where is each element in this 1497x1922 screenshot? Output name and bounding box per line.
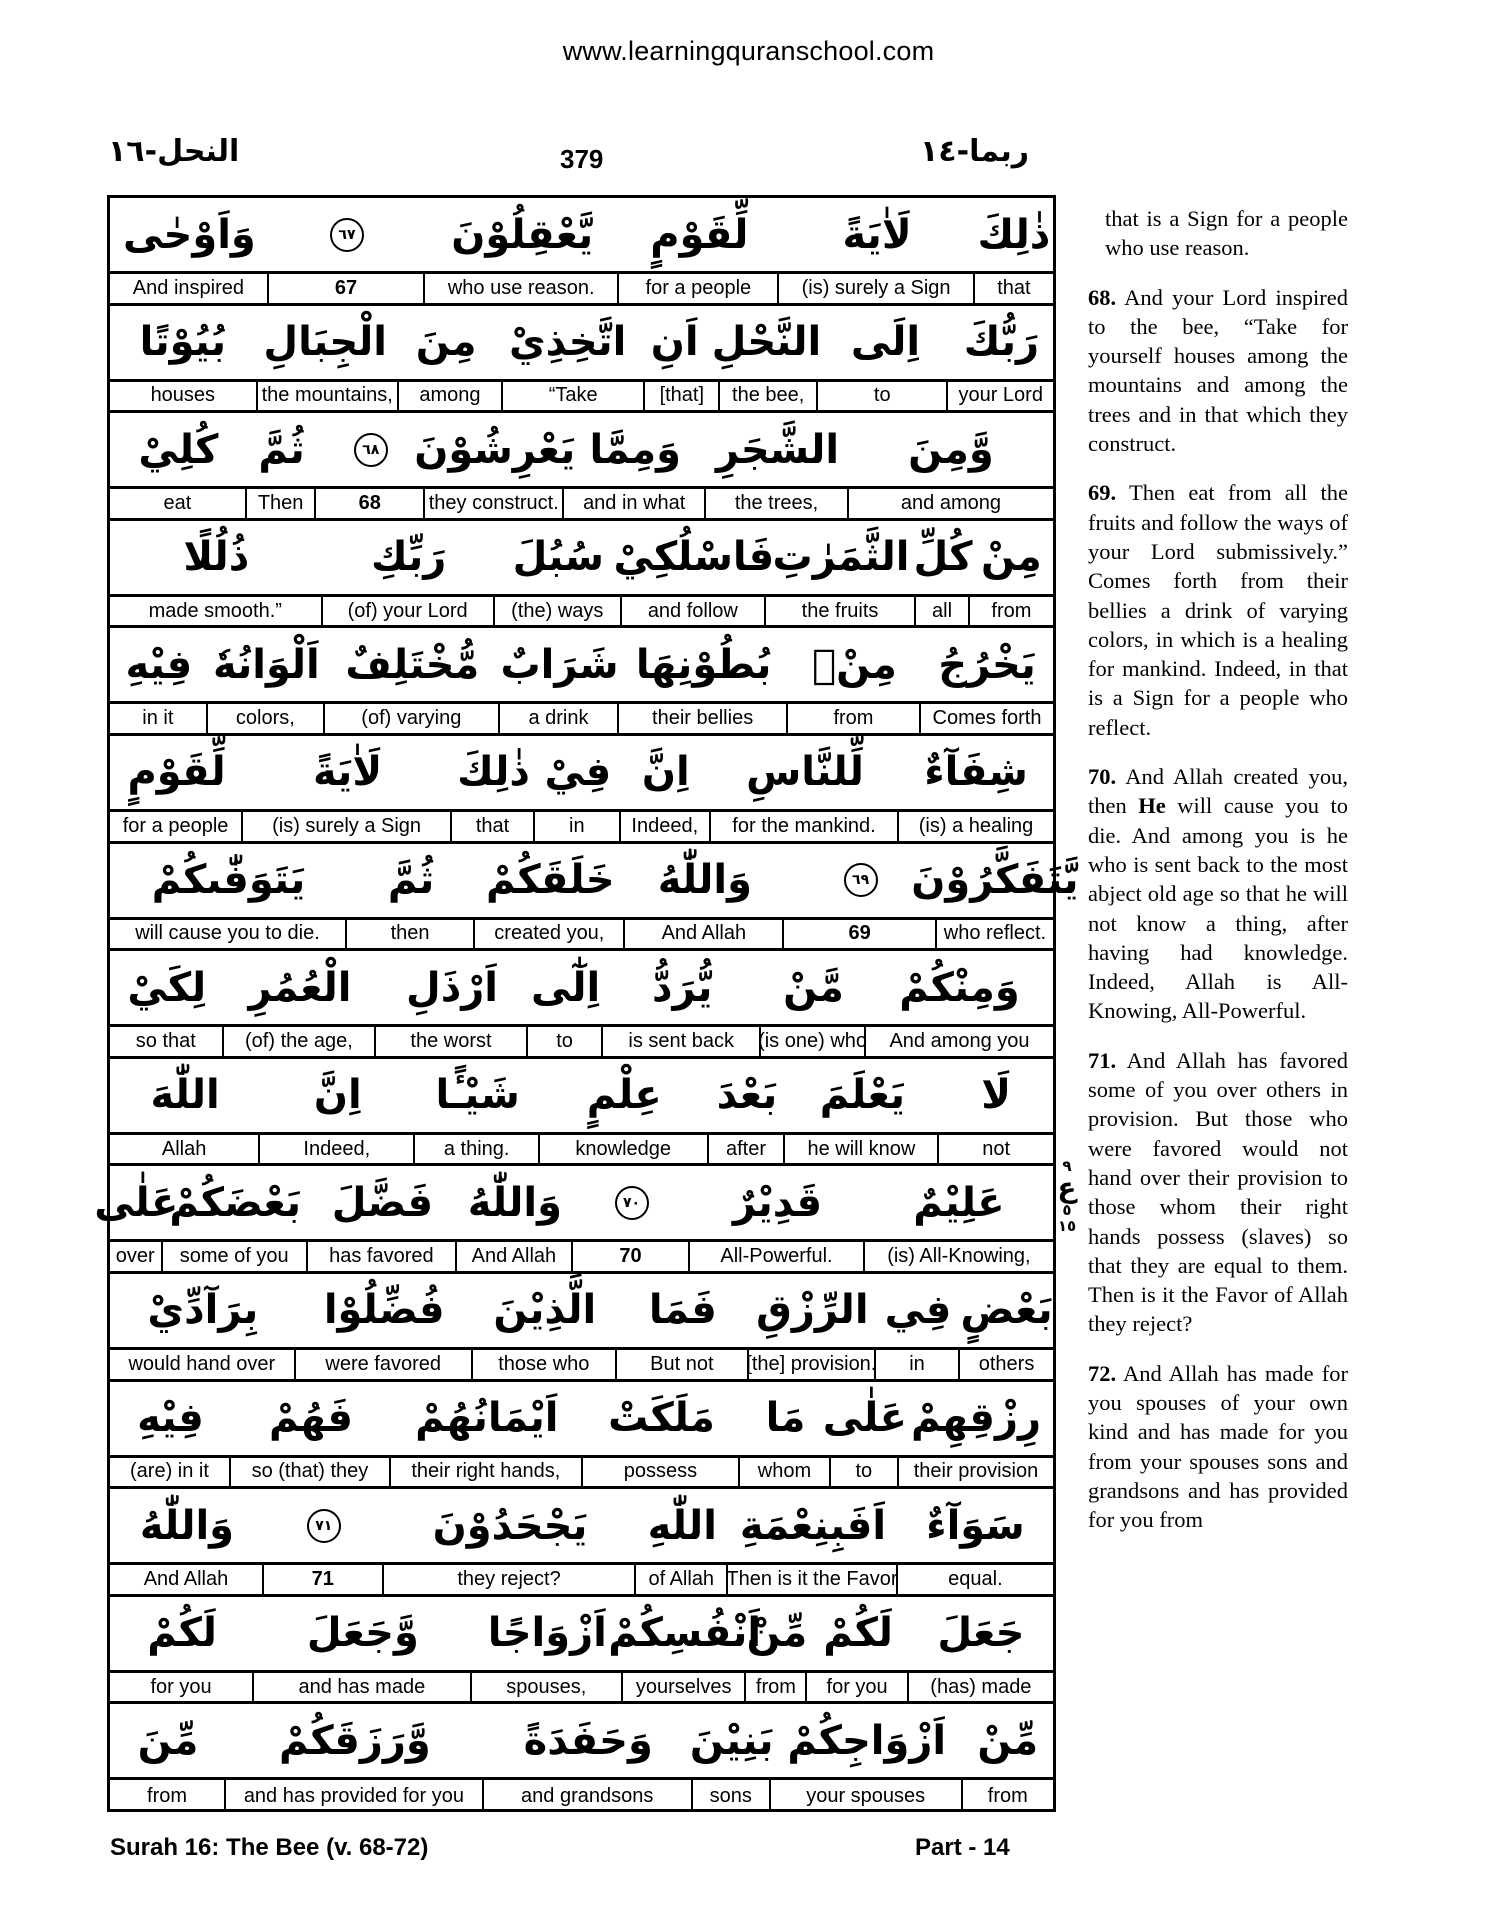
arabic-word: فَضَّلَ [331, 1179, 434, 1226]
arabic-word: شَيْـًٔا [435, 1072, 520, 1119]
arabic-word: اِنَّ [313, 1072, 362, 1119]
gloss-word: not [982, 1137, 1011, 1160]
arabic-word: اَنْفُسِكُمْ [608, 1610, 762, 1657]
verse-line [110, 1274, 1053, 1382]
arabic-word: عَلِيْمٌ [913, 1179, 1005, 1226]
gloss-word: yourselves [623, 1673, 746, 1702]
gloss-word: their right hands, [391, 1458, 583, 1487]
gloss-word: (is) surely a Sign [779, 274, 974, 303]
gloss-word: who use reason. [425, 274, 619, 303]
arabic-word: الْجِبَالِ [263, 319, 387, 366]
arabic-word: اَرْذَلِ [406, 964, 498, 1011]
gloss-word: for a people [110, 812, 243, 841]
verse-number: 68. [1088, 284, 1117, 310]
gloss-word: And inspired [110, 274, 269, 303]
arabic-word: يُّرَدُّ [652, 964, 713, 1011]
arabic-word: مَلَكَتْ [608, 1395, 715, 1442]
gloss-word: Allah [110, 1135, 260, 1164]
arabic-row [110, 1382, 1053, 1458]
gloss-word: some of you [163, 1242, 308, 1271]
gloss-word: (is) All-Knowing, [887, 1245, 1031, 1268]
arabic-row [110, 951, 1053, 1027]
gloss-word: the bee, [720, 382, 818, 411]
arabic-word: كُلِّ [913, 534, 973, 581]
arabic-word: وَحَفَدَةً [523, 1717, 653, 1764]
gloss-word: to [818, 382, 948, 411]
verse-line [110, 198, 1053, 306]
gloss-word: then [347, 920, 475, 949]
gloss-word: the mountains, [258, 382, 399, 411]
arabic-row [110, 306, 1053, 382]
arabic-word: لَكُمْ [823, 1610, 893, 1657]
arabic-word: رِزْقِهِمْ [910, 1395, 1042, 1442]
gloss-word: a drink [500, 704, 620, 733]
gloss-word: Comes forth [932, 707, 1042, 730]
gloss-word: Then is it the Favor [728, 1565, 898, 1594]
gloss-word: possess [583, 1458, 741, 1487]
ayah-number-circle-icon: ٦٨ [354, 433, 388, 467]
ayah-number-circle-icon: ٦٧ [330, 218, 364, 252]
arabic-word: مِنْ [981, 534, 1042, 581]
gloss-row [110, 1242, 1053, 1274]
arabic-word: مِّنَ [137, 1717, 199, 1764]
arabic-word: يَّعْقِلُوْنَ [451, 211, 594, 258]
gloss-row [110, 1780, 1053, 1812]
arabic-word: لَا [981, 1072, 1012, 1119]
gloss-word: has favored [308, 1242, 457, 1271]
gloss-word: “Take [503, 382, 645, 411]
verse-number: 69. [1088, 480, 1117, 506]
gloss-word: for the mankind. [711, 812, 899, 841]
arabic-word: بَنِيْنَ [689, 1717, 774, 1764]
arabic-word: لِّقَوْمٍ [650, 211, 749, 258]
verse-number-gloss: 71 [264, 1565, 384, 1594]
arabic-word: الرِّزْقِ [756, 1287, 869, 1334]
arabic-word: الثَّمَرٰتِ [772, 534, 910, 581]
verse-number-gloss: 67 [269, 274, 425, 303]
verse-line [110, 1489, 1053, 1597]
gloss-word: from [987, 1784, 1028, 1807]
verse-line [110, 1382, 1053, 1490]
gloss-word: made smooth.” [110, 597, 323, 626]
gloss-word: from [110, 1780, 226, 1812]
verse-number: 72. [1088, 1360, 1117, 1386]
gloss-word: (is) a healing [918, 814, 1034, 837]
arabic-word: بَعْدَ [716, 1072, 778, 1119]
gloss-word: in [535, 812, 621, 841]
verse-line [110, 413, 1053, 521]
gloss-word: for a people [619, 274, 779, 303]
gloss-row [110, 812, 1053, 844]
arabic-word: وَّرَزَقَكُمْ [279, 1717, 431, 1764]
arabic-word: عَلٰى [94, 1179, 179, 1226]
gloss-word: from [788, 704, 921, 733]
gloss-word: all [916, 597, 970, 626]
ayah-end-marker [316, 413, 425, 486]
gloss-word: of Allah [636, 1565, 728, 1594]
gloss-word: others [978, 1352, 1035, 1375]
gloss-word: in [876, 1350, 960, 1379]
gloss-word: for you [110, 1673, 254, 1702]
verse-line [110, 844, 1079, 952]
gloss-word: And among you [889, 1029, 1030, 1052]
gloss-row [110, 1458, 1053, 1490]
arabic-word: قَدِيْرٌ [732, 1179, 823, 1226]
arabic-word: اِنَّ [641, 749, 690, 796]
arabic-row [110, 1274, 1053, 1350]
arabic-word: الْعُمُرِ [248, 964, 352, 1011]
arabic-row [110, 1489, 1053, 1565]
arabic-word: وَمِمَّا [589, 426, 681, 473]
arabic-word: مِّنْ [977, 1717, 1039, 1764]
gloss-word: Then [247, 489, 317, 518]
verse-line [110, 951, 1053, 1059]
arabic-word: بَعْضَكُمْ [169, 1179, 302, 1226]
translation-verse-70 [1088, 762, 1348, 1026]
verse-text: will cause you to die. And among you is he who is sent back to the most abject old age so that he will not know a thing, after having had knowledge. Indeed, Allah is All-Knowing, All-Powerful. [1088, 793, 1349, 1024]
gloss-word: spouses, [472, 1673, 623, 1702]
arabic-word: اَلْوَانُهٗ [212, 641, 320, 688]
arabic-row [110, 413, 1053, 489]
arabic-word: خَلَقَكُمْ [486, 857, 615, 904]
gloss-word: to [528, 1027, 604, 1056]
arabic-row [110, 1704, 1053, 1780]
gloss-word: they construct. [425, 489, 564, 518]
arabic-word: وَمِنْكُمْ [899, 964, 1020, 1011]
arabic-row [94, 1166, 1053, 1242]
gloss-word: to [831, 1458, 899, 1487]
gloss-row [110, 920, 1053, 952]
arabic-word: سُبُلَ [512, 534, 604, 581]
gloss-word: were favored [296, 1350, 473, 1379]
gloss-word: (are) in it [110, 1458, 231, 1487]
arabic-word: مِّنْ [746, 1610, 808, 1657]
arabic-word: فُضِّلُوْا [323, 1287, 445, 1334]
gloss-word: their provision [913, 1460, 1039, 1483]
gloss-word: colors, [208, 704, 325, 733]
arabic-row [110, 198, 1053, 274]
arabic-word: لِكَيْ [127, 964, 207, 1011]
verse-line [110, 628, 1053, 736]
gloss-word: and has made [254, 1673, 471, 1702]
gloss-word: (of) the age, [224, 1027, 377, 1056]
arabic-word: فَاسْلُكِيْ [613, 534, 775, 581]
arabic-word: بِرَآدِّيْ [147, 1287, 259, 1334]
arabic-word: بُيُوْتًا [139, 319, 227, 366]
gloss-word: a thing. [415, 1135, 540, 1164]
arabic-word: يَّتَفَكَّرُوْنَ [911, 857, 1079, 904]
gloss-word: equal. [948, 1567, 1003, 1590]
arabic-word: اَنِ [650, 319, 699, 366]
verse-text: Then eat from all the fruits and follow the ways of your Lord submissively.” Comes forth from their bellies a drink of varying colors, in which is a healing for mankind. Indeed, in that is a Sign for a people who reflect. [1088, 480, 1349, 740]
arabic-word: يَعْلَمَ [819, 1072, 906, 1119]
gloss-word: they reject? [384, 1565, 637, 1594]
verse-line [110, 1704, 1053, 1812]
arabic-word: اللّٰهَ [150, 1072, 220, 1119]
verse-number-gloss: 69 [784, 920, 937, 949]
ayah-end-marker [573, 1166, 690, 1239]
gloss-word: (the) ways [495, 597, 622, 626]
arabic-word: شَرَابٌ [500, 641, 619, 688]
gloss-word: in it [110, 704, 208, 733]
arabic-word: لِّلنَّاسِ [746, 749, 864, 796]
arabic-word: لَاٰيَةً [842, 211, 912, 258]
gloss-row [110, 1135, 1053, 1167]
translation-column [1088, 204, 1348, 1554]
arabic-word: فَهُمْ [268, 1395, 353, 1442]
gloss-word: the trees, [706, 489, 849, 518]
translation-verse-72 [1088, 1359, 1348, 1535]
arabic-word: وَاللّٰهُ [657, 857, 752, 904]
ayah-end-marker [269, 198, 425, 271]
gloss-word: And Allah [625, 920, 784, 949]
gloss-word: whom [740, 1458, 830, 1487]
verse-number: 70. [1088, 764, 1117, 790]
ruku-number-middle: ٥ [1062, 1201, 1072, 1219]
ruku-number-top: ٩ [1062, 1157, 1072, 1175]
arabic-word: بُطُوْنِهَا [635, 641, 772, 688]
site-url: www.learningquranschool.com [562, 36, 935, 66]
translation-continuation: that is a Sign for a people who use reason. [1105, 206, 1348, 261]
arabic-row [110, 736, 1053, 812]
gloss-word: And Allah [110, 1565, 264, 1594]
gloss-word: he will know [785, 1135, 939, 1164]
arabic-word: لِّقَوْمٍ [127, 749, 226, 796]
gloss-word: eat [110, 489, 247, 518]
arabic-word: اَيْمَانُهُمْ [415, 1395, 559, 1442]
arabic-word: مُّخْتَلِفٌ [345, 641, 480, 688]
gloss-row [110, 274, 1053, 306]
translation-verse-68 [1088, 283, 1348, 459]
arabic-word: وَّمِنَ [908, 426, 994, 473]
gloss-word: All-Powerful. [690, 1242, 865, 1271]
footer-surah-title: Surah 16: The Bee (v. 68-72) [110, 1834, 429, 1861]
surah-label: النحل-١٦ [108, 134, 240, 169]
arabic-word: مَّنْ [783, 964, 844, 1011]
arabic-row [110, 1597, 1053, 1673]
gloss-word: from [746, 1673, 807, 1702]
arabic-word: لَاٰيَةً [313, 749, 383, 796]
gloss-word: and in what [564, 489, 706, 518]
arabic-word: ثُمَّ [387, 857, 435, 904]
gloss-word: (is one) who [761, 1027, 866, 1056]
gloss-row [110, 1027, 1053, 1059]
gloss-word: (has) made [930, 1675, 1032, 1698]
gloss-word: over [110, 1242, 163, 1271]
gloss-row [110, 1673, 1053, 1705]
arabic-word: بَعْضٍ [960, 1287, 1053, 1334]
ayah-end-marker [264, 1489, 384, 1562]
arabic-word: وَّجَعَلَ [306, 1610, 419, 1657]
arabic-word: عَلٰى [822, 1395, 907, 1442]
gloss-word: for you [807, 1673, 908, 1702]
gloss-row [110, 597, 1053, 629]
arabic-word: وَاَوْحٰى [123, 211, 256, 258]
ruku-ain-icon: ع [1057, 1171, 1077, 1204]
translation-verse-71 [1088, 1046, 1348, 1339]
translation-verse-69 [1088, 478, 1348, 742]
arabic-row [110, 628, 1053, 704]
gloss-word: Indeed, [621, 812, 711, 841]
gloss-row [110, 1565, 1053, 1597]
arabic-word: فِيْ [544, 749, 612, 796]
gloss-word: is sent back [603, 1027, 761, 1056]
arabic-word: ثُمَّ [258, 426, 305, 473]
gloss-word: those who [473, 1350, 617, 1379]
gloss-word: would hand over [110, 1350, 296, 1379]
arabic-word: فِي [884, 1287, 952, 1334]
verse-number: 71. [1088, 1047, 1117, 1073]
gloss-word: and among [900, 491, 1001, 514]
gloss-row [110, 1350, 1053, 1382]
verse-line [110, 736, 1053, 844]
arabic-word: فَمَا [648, 1287, 717, 1334]
verse-text: And your Lord inspired to the bee, “Take for yourself houses among the mountains and among the trees and in that which they construct. [1088, 284, 1348, 457]
arabic-word: رَبِّكِ [371, 534, 447, 581]
arabic-word: شِفَآءٌ [924, 749, 1028, 796]
gloss-word: your Lord [958, 384, 1043, 407]
gloss-word: the fruits [766, 597, 916, 626]
ayah-number-circle-icon: ٧١ [307, 1509, 341, 1543]
arabic-row [110, 521, 1053, 597]
verse-text: And Allah has favored some of you over others in provision. But those who were favored would not hand over their provision to those whom their right hands possess (slaves) so that they are equal to them. Then is it the Favor of Allah they reject? [1088, 1047, 1349, 1337]
ruku-marker [1052, 1158, 1082, 1234]
verse-line [110, 1059, 1053, 1167]
arabic-word: جَعَلَ [937, 1610, 1025, 1657]
gloss-word: and has provided for you [226, 1780, 484, 1812]
gloss-word: sons [693, 1780, 771, 1812]
arabic-word: يَتَوَفّٰىكُمْ [151, 857, 306, 904]
gloss-word: (of) varying [325, 704, 500, 733]
arabic-word: سَوَآءٌ [926, 1502, 1025, 1549]
gloss-word: their bellies [619, 704, 788, 733]
arabic-word: كُلِيْ [138, 426, 219, 473]
gloss-word: Indeed, [260, 1135, 415, 1164]
arabic-word: يَخْرُجُ [938, 641, 1036, 688]
page-number: 379 [560, 144, 604, 174]
gloss-word: (is) surely a Sign [243, 812, 452, 841]
gloss-word: among [399, 382, 503, 411]
verse-text: And Allah created you, then [1088, 764, 1349, 819]
gloss-word: and grandsons [484, 1780, 693, 1812]
gloss-word: so that [110, 1027, 224, 1056]
gloss-word: But not [617, 1350, 749, 1379]
gloss-word: [that] [645, 382, 720, 411]
gloss-word: And Allah [457, 1242, 573, 1271]
verse-line [110, 1597, 1053, 1705]
gloss-word: the worst [376, 1027, 527, 1056]
arabic-word: اللّٰهِ [647, 1502, 717, 1549]
arabic-word: اتَّخِذِيْ [508, 319, 627, 366]
arabic-row [110, 1059, 1053, 1135]
gloss-word: so (that) they [231, 1458, 391, 1487]
arabic-word: اَفَبِنِعْمَةِ [739, 1502, 887, 1549]
arabic-word: الشَّجَرِ [715, 426, 840, 473]
verse-number-gloss: 70 [573, 1242, 690, 1271]
verse-number-gloss: 68 [316, 489, 425, 518]
verse-text: And Allah has made for you spouses of your own kind and has made for you from your spouses sons and grandsons and has provided for you from [1088, 1360, 1348, 1533]
ayah-number-circle-icon: ٦٩ [844, 863, 878, 897]
arabic-word: ذٰلِكَ [977, 211, 1051, 258]
arabic-word: الَّذِيْنَ [493, 1287, 597, 1334]
gloss-word: knowledge [540, 1135, 709, 1164]
gloss-word: that [997, 276, 1031, 299]
arabic-word: مِنَ [415, 319, 477, 366]
gloss-word: who reflect. [943, 922, 1047, 945]
arabic-word: اَزْوَاجًا [487, 1610, 607, 1657]
arabic-word: عِلْمٍ [586, 1072, 662, 1119]
arabic-word: اَزْوَاجِكُمْ [787, 1717, 947, 1764]
arabic-word: وَاللّٰهُ [467, 1179, 562, 1226]
verse-line [110, 521, 1053, 629]
arabic-word: يَعْرِشُوْنَ [414, 426, 576, 473]
gloss-word: and follow [622, 597, 766, 626]
arabic-word: ذُلُلًا [183, 534, 250, 581]
arabic-word: اِلٰٓى [531, 964, 601, 1011]
arabic-word: مِنْۢ [812, 641, 897, 688]
verse-text-bold: He [1138, 793, 1166, 819]
gloss-row [110, 382, 1053, 414]
gloss-word: created you, [475, 920, 625, 949]
ruku-number-bottom: ١٥ [1057, 1217, 1077, 1235]
arabic-word: اِلَى [850, 319, 921, 366]
gloss-word: (of) your Lord [323, 597, 495, 626]
gloss-word: that [452, 812, 535, 841]
arabic-word: وَاللّٰهُ [139, 1502, 235, 1549]
arabic-word: مَا [765, 1395, 806, 1442]
gloss-word: your spouses [771, 1780, 963, 1812]
arabic-word: فِيْهِ [125, 641, 193, 688]
ayah-number-circle-icon: ٧٠ [615, 1186, 649, 1220]
gloss-row [110, 704, 1053, 736]
gloss-word: will cause you to die. [110, 920, 347, 949]
verse-line [110, 306, 1053, 414]
arabic-word: لَكُمْ [147, 1610, 217, 1657]
juz-label: ربما-١٤ [920, 134, 1029, 169]
arabic-word: رَبُّكَ [963, 319, 1040, 366]
arabic-row [110, 844, 1079, 920]
arabic-word: النَّحْلِ [711, 319, 822, 366]
gloss-row [110, 489, 1053, 521]
arabic-word: يَجْحَدُوْنَ [432, 1502, 588, 1549]
gloss-word: [the] provision. [749, 1350, 876, 1379]
gloss-word: from [991, 599, 1032, 622]
footer-part-label: Part - 14 [915, 1834, 1010, 1861]
arabic-word: فِيْهِ [137, 1395, 204, 1442]
verse-line [94, 1166, 1053, 1274]
gloss-word: after [709, 1135, 786, 1164]
arabic-word: ذٰلِكَ [457, 749, 530, 796]
gloss-word: houses [110, 382, 258, 411]
